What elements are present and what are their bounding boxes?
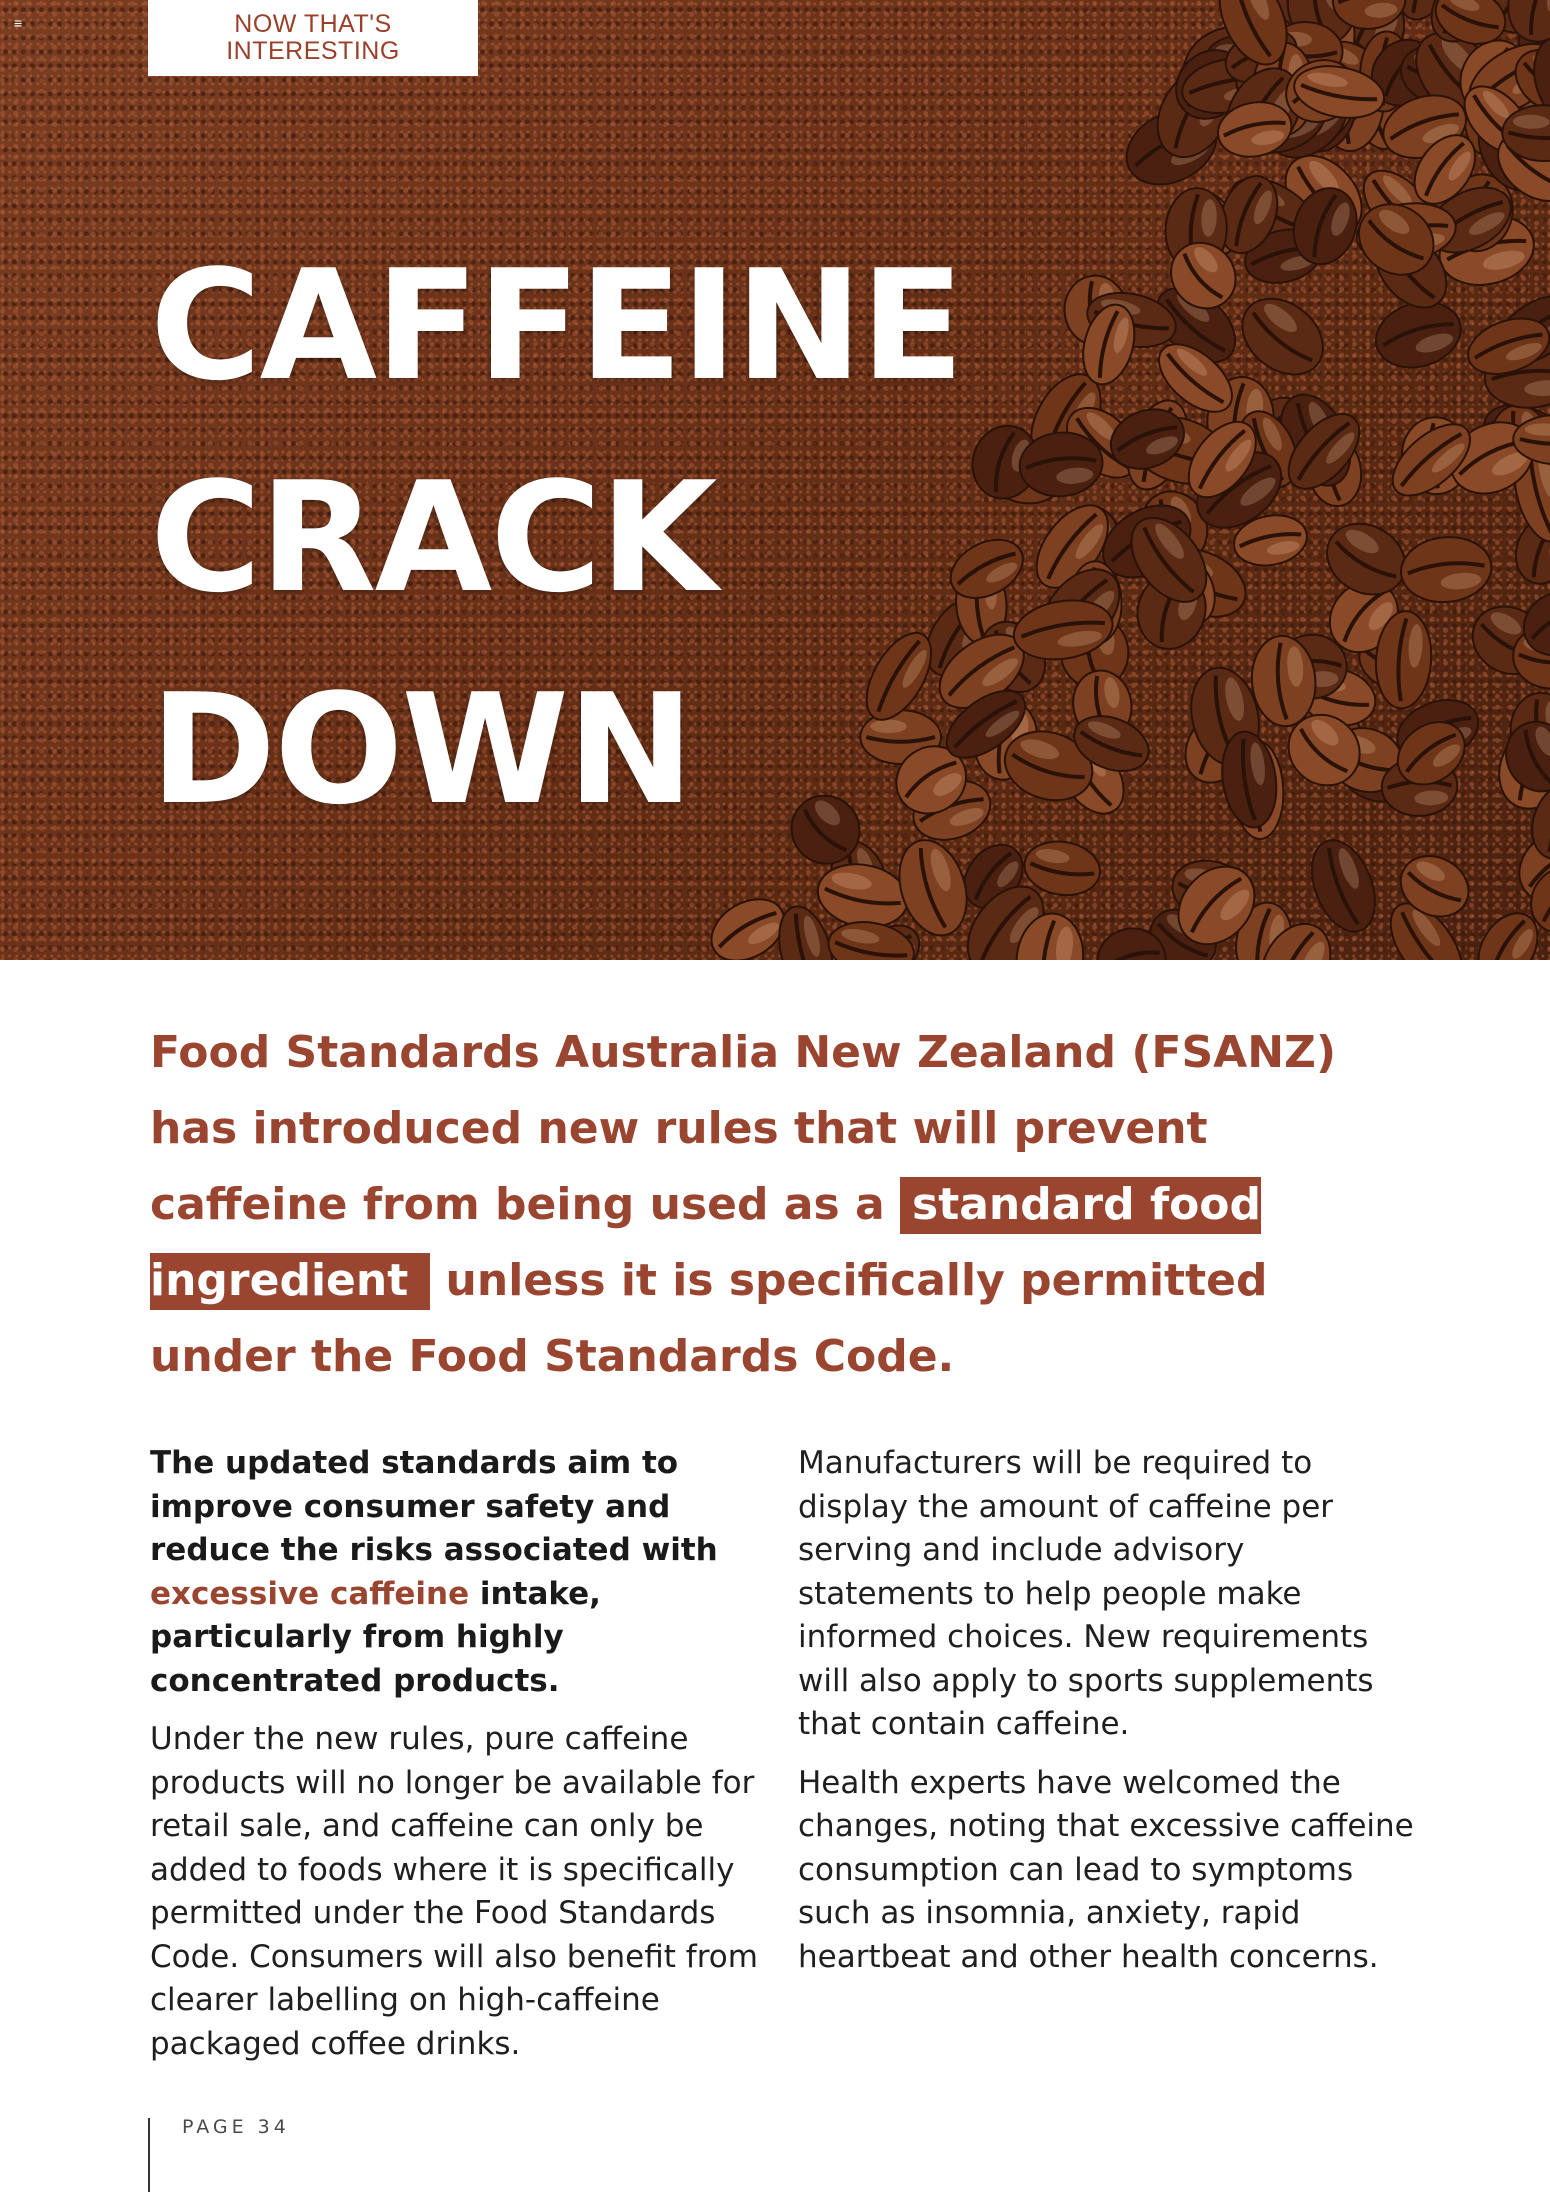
intro-text-b: intake, particularly from highly concentrated products.	[150, 1575, 601, 1699]
hero-image	[0, 0, 1550, 960]
section-tag-line1: NOW THAT'S	[234, 10, 392, 38]
section-tag-line2: INTERESTING	[226, 37, 400, 65]
intro-paragraph	[150, 1442, 760, 1703]
headline-line-3: DOWN	[150, 661, 693, 838]
body-paragraph-rules: Under the new rules, pure caffeine products will no longer be available for retail sale, and caffeine can only be added to foods where it is specifically permitted under the Food Standards Code. Consumers will also benefit from clearer labelling on high-caffeine packaged coffee drinks.	[150, 1721, 758, 2062]
lead-part2: unless it is specifically permitted under the Food Standards Code.	[150, 1255, 1268, 1382]
headline-line-2: CRACK	[150, 449, 716, 626]
lead-highlight: standard food ingredient	[150, 1177, 1261, 1310]
intro-text-a: The updated standards aim to improve consumer safety and reduce the risks associated with	[150, 1445, 718, 1568]
section-tag	[148, 0, 478, 76]
left-column	[150, 1442, 760, 2081]
headline	[150, 220, 962, 856]
lead-paragraph	[150, 1015, 1420, 1395]
lead-part1: Food Standards Australia New Zealand (FSANZ) has introduced new rules that will prevent caffeine from being used as a	[150, 1027, 1337, 1230]
body-paragraph-experts: Health experts have welcomed the changes, noting that excessive caffeine consumption can lead to symptoms such as insomnia, anxiety, rapid heartbeat and other health concerns.	[798, 1764, 1414, 1975]
page-number: PAGE 34	[182, 2116, 290, 2138]
body-paragraph-labelling: Manufacturers will be required to display the amount of caffeine per serving and include advisory statements to help people make informed choices. New requirements will also apply to sports supplements that contain caffeine.	[798, 1445, 1374, 1742]
right-column	[798, 1442, 1418, 1994]
menu-icon[interactable]: ≡	[14, 15, 23, 31]
footer-divider	[148, 2118, 150, 2192]
intro-accent: excessive caffeine	[150, 1575, 470, 1612]
headline-line-1: CAFFEINE	[150, 237, 963, 414]
